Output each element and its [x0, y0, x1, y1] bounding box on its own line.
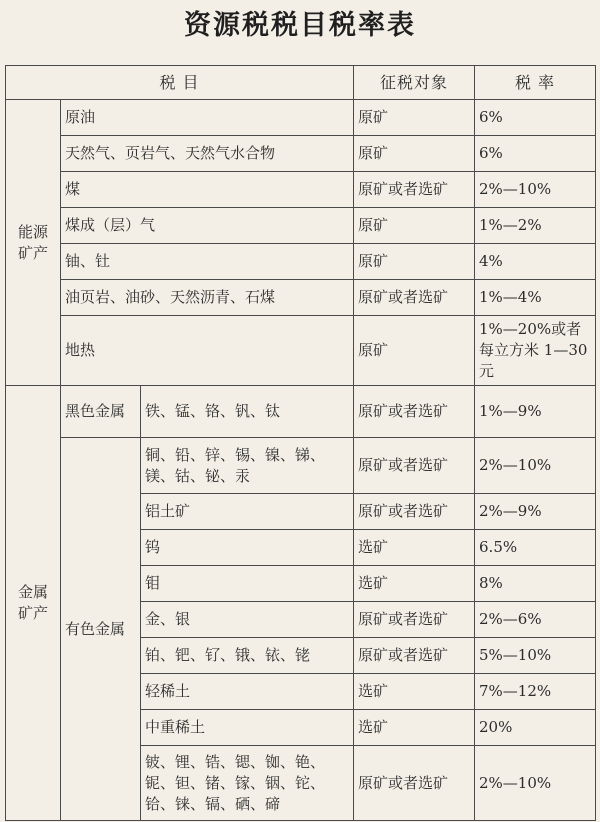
item-rate: 2%—9% — [475, 494, 596, 530]
item-rate: 5%—10% — [475, 638, 596, 674]
item-object: 选矿 — [354, 710, 475, 746]
item-object: 原矿 — [354, 316, 475, 386]
header-object: 征税对象 — [354, 66, 475, 100]
item-rate: 1%—4% — [475, 280, 596, 316]
page-title: 资源税税目税率表 — [184, 10, 416, 41]
item-rate: 7%—12% — [475, 674, 596, 710]
item-rate: 4% — [475, 244, 596, 280]
item-rate: 2%—10% — [475, 172, 596, 208]
item-rate: 1%—20%或者每立方米 1—30 元 — [475, 316, 596, 386]
tax-rate-table — [5, 65, 596, 821]
item-name: 油页岩、油砂、天然沥青、石煤 — [61, 280, 354, 316]
item-name: 铍、锂、锆、锶、铷、铯、铌、钽、锗、镓、铟、铊、铪、铼、镉、硒、碲 — [141, 746, 354, 821]
item-name: 铀、钍 — [61, 244, 354, 280]
table-row — [6, 386, 596, 438]
item-name: 铝土矿 — [141, 494, 354, 530]
table-row — [6, 172, 596, 208]
header-rate: 税 率 — [475, 66, 596, 100]
item-rate: 6.5% — [475, 530, 596, 566]
item-object: 原矿或者选矿 — [354, 386, 475, 438]
category-metal: 金属 矿产 — [6, 386, 61, 821]
item-name: 地热 — [61, 316, 354, 386]
item-rate: 20% — [475, 710, 596, 746]
item-name: 铜、铅、锌、锡、镍、锑、镁、钴、铋、汞 — [141, 438, 354, 494]
item-rate: 8% — [475, 566, 596, 602]
item-name: 钨 — [141, 530, 354, 566]
item-name: 原油 — [61, 100, 354, 136]
item-object: 选矿 — [354, 566, 475, 602]
item-name: 铂、钯、钌、锇、铱、铑 — [141, 638, 354, 674]
item-object: 原矿或者选矿 — [354, 438, 475, 494]
item-object: 原矿或者选矿 — [354, 602, 475, 638]
item-object: 选矿 — [354, 674, 475, 710]
table-row — [6, 244, 596, 280]
item-name: 金、银 — [141, 602, 354, 638]
item-name: 天然气、页岩气、天然气水合物 — [61, 136, 354, 172]
table-row — [6, 280, 596, 316]
item-object: 原矿 — [354, 100, 475, 136]
item-object: 原矿或者选矿 — [354, 746, 475, 821]
item-name: 铁、锰、铬、钒、钛 — [141, 386, 354, 438]
subcategory-ferrous: 黑色金属 — [61, 386, 141, 438]
item-rate: 2%—10% — [475, 438, 596, 494]
item-object: 原矿 — [354, 244, 475, 280]
item-rate: 6% — [475, 136, 596, 172]
item-rate: 6% — [475, 100, 596, 136]
item-rate: 2%—6% — [475, 602, 596, 638]
header-item: 税 目 — [6, 66, 354, 100]
item-rate: 1%—2% — [475, 208, 596, 244]
item-name: 中重稀土 — [141, 710, 354, 746]
table-row — [6, 316, 596, 386]
category-energy: 能源 矿产 — [6, 100, 61, 386]
item-object: 原矿或者选矿 — [354, 638, 475, 674]
item-name: 煤成（层）气 — [61, 208, 354, 244]
item-name: 煤 — [61, 172, 354, 208]
item-object: 原矿或者选矿 — [354, 172, 475, 208]
item-object: 原矿 — [354, 208, 475, 244]
item-object: 原矿 — [354, 136, 475, 172]
table-row — [6, 438, 596, 494]
item-name: 轻稀土 — [141, 674, 354, 710]
item-rate: 1%—9% — [475, 386, 596, 438]
table-row — [6, 100, 596, 136]
table-row — [6, 208, 596, 244]
item-rate: 2%—10% — [475, 746, 596, 821]
item-name: 钼 — [141, 566, 354, 602]
header-row — [6, 66, 596, 100]
table-row — [6, 136, 596, 172]
item-object: 选矿 — [354, 530, 475, 566]
item-object: 原矿或者选矿 — [354, 494, 475, 530]
item-object: 原矿或者选矿 — [354, 280, 475, 316]
subcategory-nonferrous: 有色金属 — [61, 438, 141, 821]
